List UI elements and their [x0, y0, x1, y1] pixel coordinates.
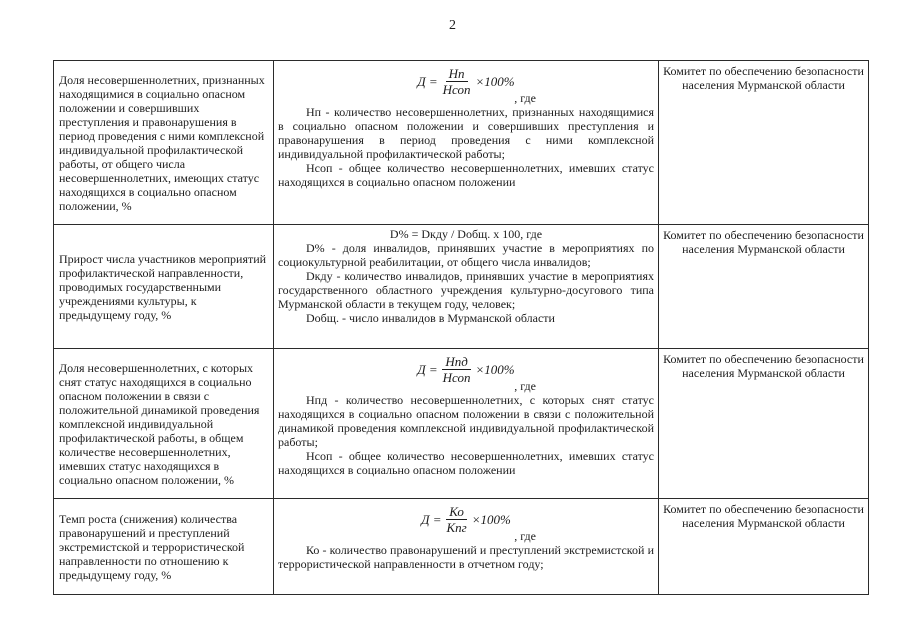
variable-description: Ко - количество правонарушений и преступлений экстремистской и террористической направленности в отчетном году; [278, 543, 654, 571]
formula-suffix: , где [514, 379, 536, 393]
variable-description: D% - доля инвалидов, принявших участие в мероприятиях по социокультурной реабилитации, от общего числа инвалидов; [278, 241, 654, 269]
formula-fraction [440, 354, 474, 385]
indicator-cell: Доля несовершеннолетних, с которых снят статус находящихся в социально опасном положении в связи с положительной динамикой проведения комплексной индивидуальной профилактической работы, в общем количестве несовершеннолетних, имевших статус находящихся в социально опасном положении, % [54, 349, 274, 499]
indicators-table [53, 60, 869, 595]
formula-cell [274, 61, 659, 225]
formula-lhs: Д = [417, 73, 438, 89]
indicator-cell: Прирост числа участников мероприятий профилактической направленности, проводимых государственными учреждениями культуры, к предыдущему году, % [54, 225, 274, 349]
formula-numerator: Ко [446, 504, 467, 520]
formula-rhs: ×100% [475, 73, 515, 89]
responsible-cell: Комитет по обеспечению безопасности населения Мурманской области [659, 499, 869, 595]
formula-denominator: Кпг [446, 520, 467, 535]
indicator-cell: Темп роста (снижения) количества правонарушений и преступлений экстремистской и террористической направленности по отношению к предыдущему году, % [54, 499, 274, 595]
table-row [54, 499, 869, 595]
responsible-cell: Комитет по обеспечению безопасности населения Мурманской области [659, 225, 869, 349]
variable-description: Нпд - количество несовершеннолетних, с которых снят статус находящихся в социально опасном положении в связи с положительной динамикой проведения комплексной индивидуальной профилактической работы; [278, 393, 654, 449]
formula-lhs: Д = [417, 361, 438, 377]
table-row [54, 61, 869, 225]
formula-cell [274, 499, 659, 595]
formula-numerator: Нп [446, 66, 468, 82]
formula-suffix: , где [514, 529, 536, 543]
page-number: 2 [449, 18, 456, 33]
formula-cell [274, 349, 659, 499]
variable-description: Dкду - количество инвалидов, принявших участие в мероприятиях государственного областного учреждения культурно-досугового типа Мурманской области в текущем году, человек; [278, 269, 654, 311]
variable-description: Нсоп - общее количество несовершеннолетних, имевших статус находящихся в социально опасном положении [278, 449, 654, 477]
formula-cell [274, 225, 659, 349]
formula-text: D% = Dкду / Dобщ. х 100, где [389, 227, 543, 241]
formula-lhs: Д = [421, 511, 442, 527]
variable-description: Dобщ. - число инвалидов в Мурманской области [306, 311, 555, 325]
table-row [54, 225, 869, 349]
formula-denominator: Нсоп [442, 82, 471, 97]
formula-numerator: Нпд [442, 354, 470, 370]
responsible-cell: Комитет по обеспечению безопасности населения Мурманской области [659, 349, 869, 499]
formula-rhs: ×100% [471, 511, 511, 527]
formula-suffix: , где [514, 91, 536, 105]
formula-fraction [443, 504, 469, 535]
variable-description: Нсоп - общее количество несовершеннолетних, имевших статус находящихся в социально опасном положении [278, 161, 654, 189]
responsible-cell: Комитет по обеспечению безопасности населения Мурманской области [659, 61, 869, 225]
formula-fraction [440, 66, 474, 97]
table-row [54, 349, 869, 499]
indicator-cell: Доля несовершеннолетних, признанных находящимися в социально опасном положении и совершивших преступления и правонарушения в период проведения с ними комплексной индивидуальной профилактической работы, от общего числа несовершеннолетних, имеющих статус находящихся в социально опасном положении, % [54, 61, 274, 225]
formula-denominator: Нсоп [442, 370, 471, 385]
formula-rhs: ×100% [475, 361, 515, 377]
variable-description: Нп - количество несовершеннолетних, признанных находящимися в социально опасном положении и совершивших преступления и правонарушения в период проведения с ними комплексной индивидуальной профилактической работы; [278, 105, 654, 161]
